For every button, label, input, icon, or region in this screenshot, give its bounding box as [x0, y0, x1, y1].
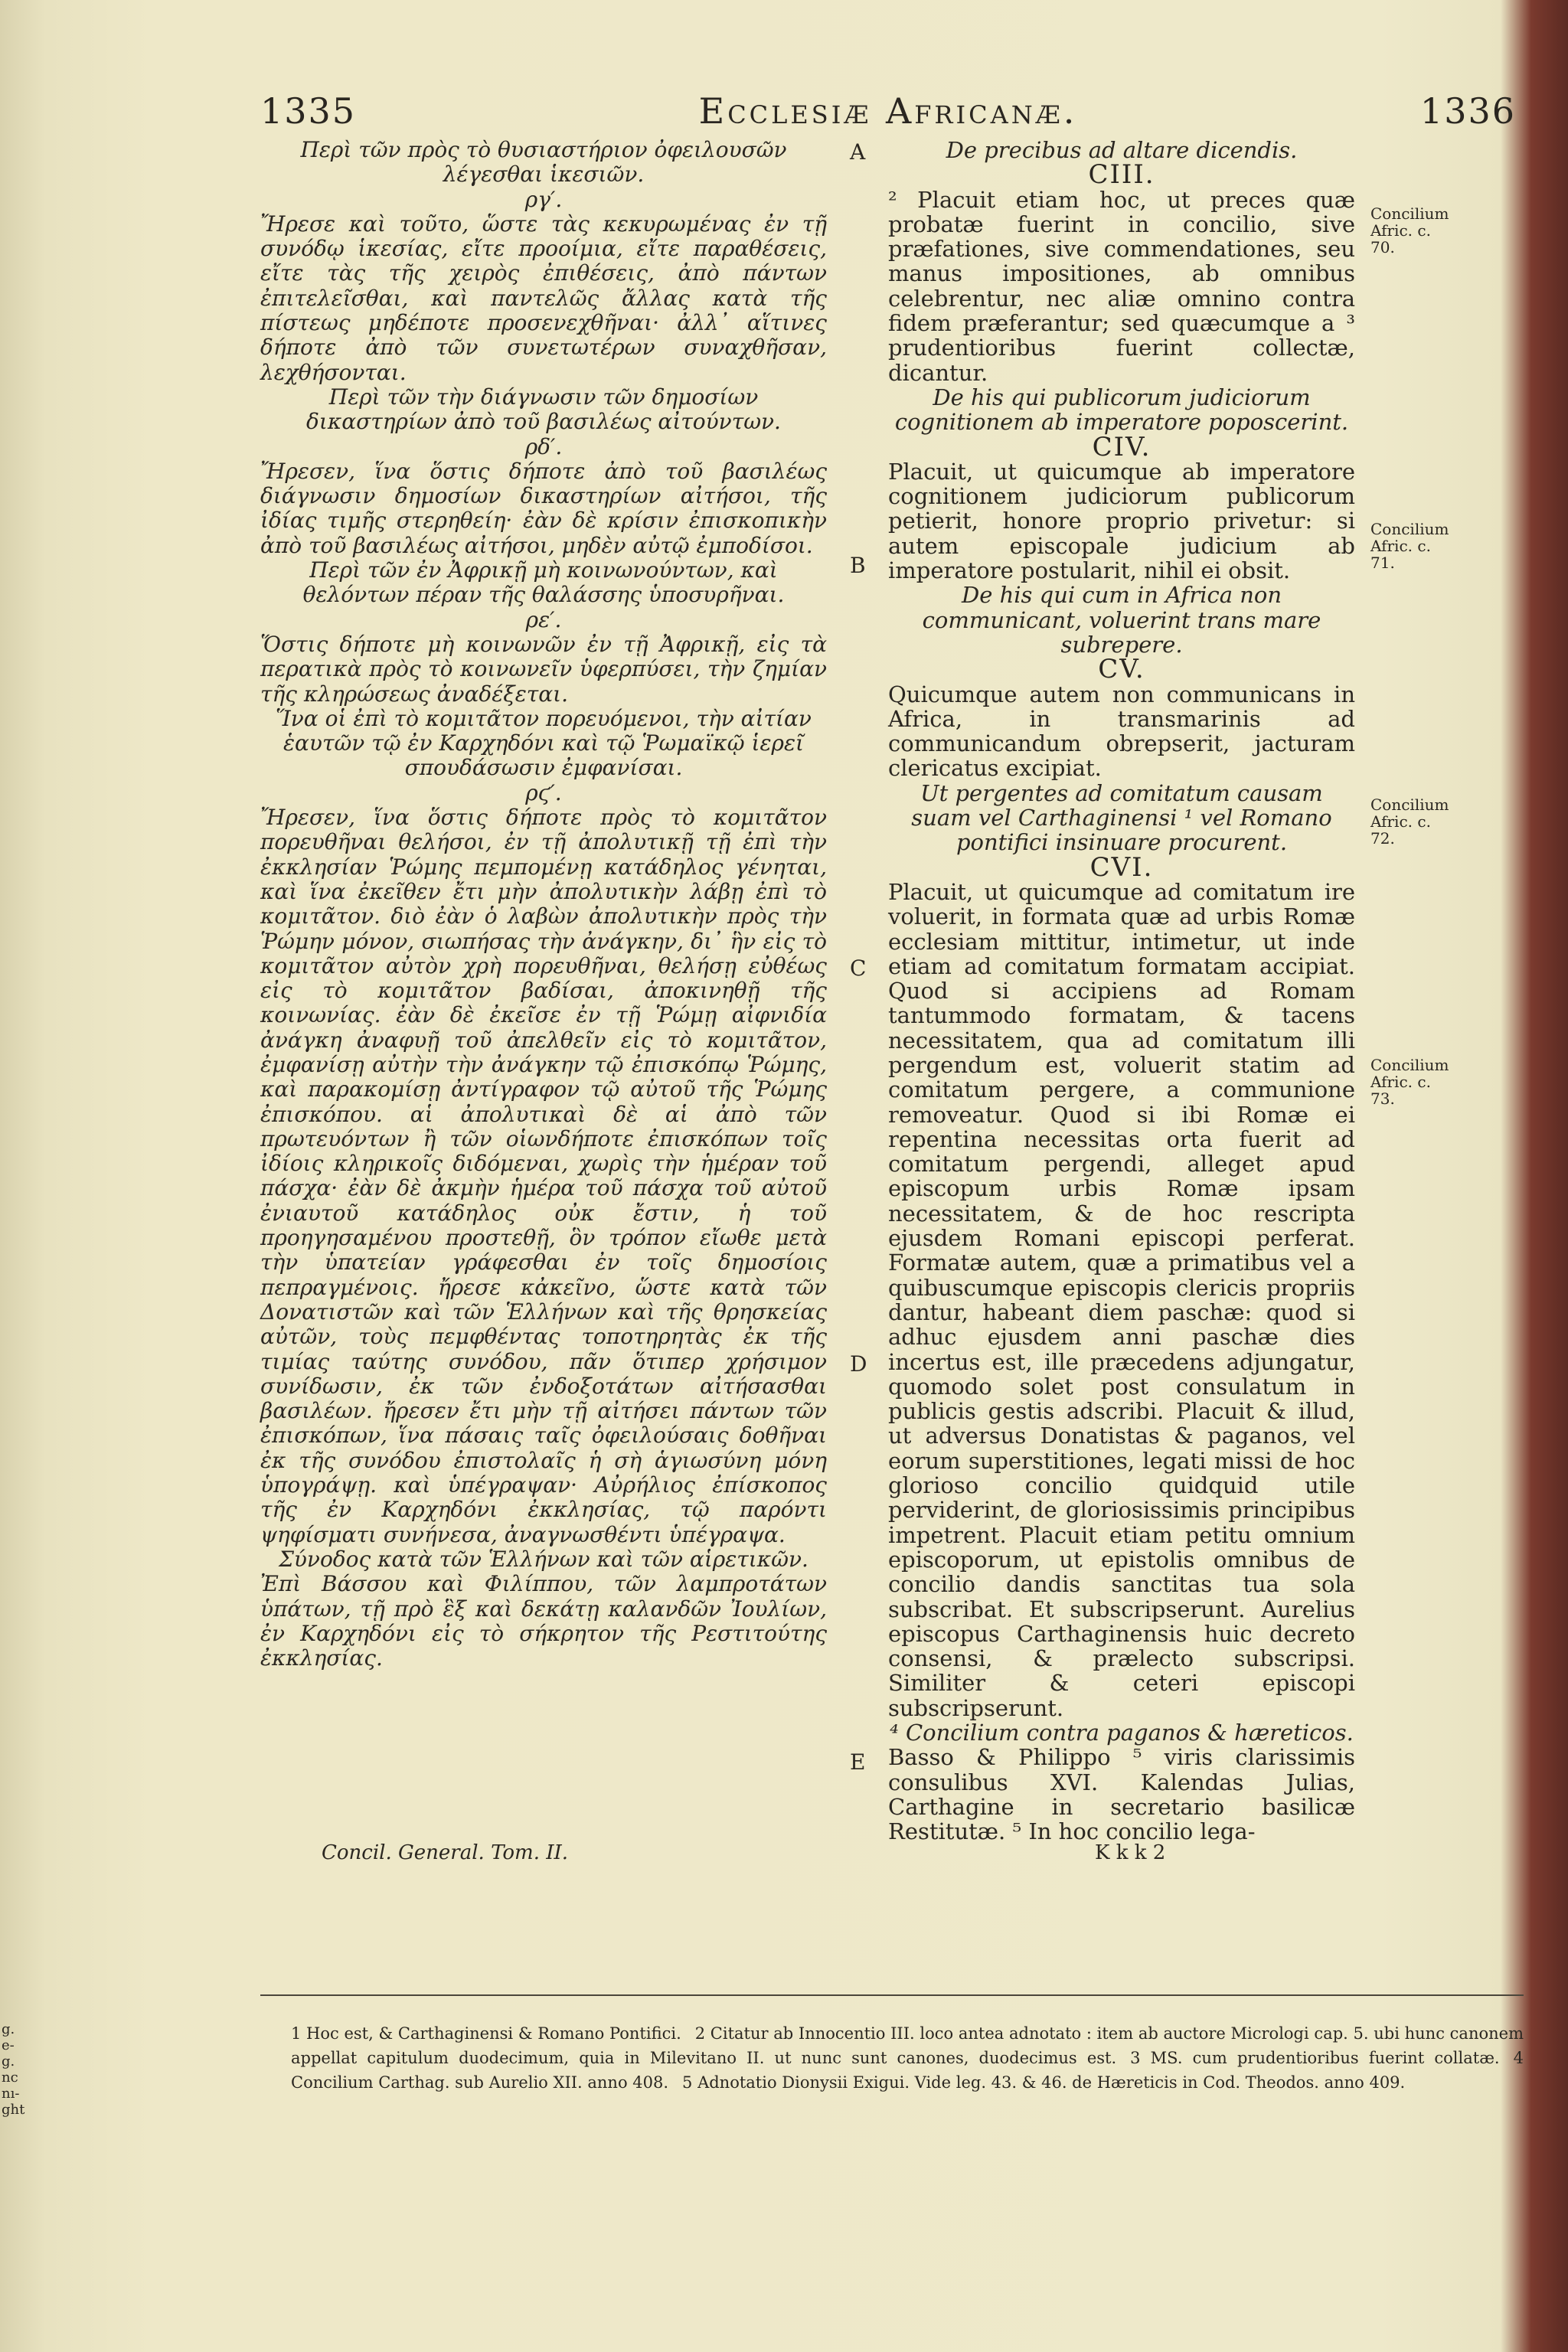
- edge-fragment-5: ght: [2, 2102, 25, 2118]
- greek-paragraph-2: Ἤρεσε καὶ τοῦτο, ὥστε τὰς κεκυρωμένας ἐν τῇ συνόδῳ ἱκεσίας, εἴτε προοίμια, εἴτε παραθέσεις, εἴτε τὰς τῆς χειρὸς ἐπιθέσεις, ἀπὸ πάντων ἐπιτελεῖσθαι, καὶ παντελῶς ἄλλας κατὰ τῆς πίστεως μηδέποτε προσενεχθῆναι· ἀλλ᾽ αἵτινες δήποτε ἀπὸ τῶν συνετωτέρων συναχθῆσαν, λεχθήσονται.: [260, 211, 827, 385]
- footnote-5: 5 Adnotatio Dionysii Exigui. Vide leg. 43. & 46. de Hæreticis in Cod. Theodos. anno 409.: [682, 2073, 1406, 2092]
- footnote-4: 4 Concilium Carthag. sub Aurelio XII. anno 408.: [291, 2049, 1524, 2092]
- signature-mark-left: Concil. General. Tom. II.: [322, 1841, 569, 1864]
- greek-paragraph-9: Ἵνα οἱ ἐπὶ τὸ κομιτᾶτον πορευόμενοι, τὴν αἰτίαν ἑαυτῶν τῷ ἐν Καρχηδόνι καὶ τῷ Ῥωμαϊκῷ ἱερεῖ σπουδάσωσιν ἐμφανίσαι.: [276, 705, 812, 781]
- latin-paragraph-9: Ut pergentes ad comitatum causam suam vel Carthaginensi ¹ vel Romano pontifici insinuare procurent.: [911, 779, 1332, 856]
- margin-letter-c: C: [850, 956, 867, 981]
- latin-paragraph-6: De his qui cum in Africa non communicant, voluerint trans mare subrepere.: [922, 582, 1321, 658]
- edge-fragment-1: e-: [2, 2037, 15, 2053]
- edge-fragment-2: g.: [2, 2053, 15, 2069]
- edge-fragment-0: g.: [2, 2021, 15, 2037]
- latin-column: [888, 138, 1355, 1844]
- latin-paragraph-4: CIV.: [1092, 431, 1152, 462]
- footnote-rule: [260, 1994, 1524, 1996]
- margin-letter-d: D: [850, 1351, 867, 1377]
- latin-paragraph-1: CIII.: [1088, 159, 1155, 191]
- greek-paragraph-5: Ἤρεσεν, ἵνα ὅστις δήποτε ἀπὸ τοῦ βασιλέως διάγνωσιν δημοσίων δικαστηρίων αἰτήσοι, τῆς ἰδίας τιμῆς στερηθείη· ἐὰν δὲ κρίσιν ἐπισκοπικὴν ἀπὸ τοῦ βασιλέως αἰτήσοι, μηδὲν αὐτῷ ἐμποδίσοι.: [260, 458, 827, 558]
- margin-note-c71: Concilium Afric. c. 71.: [1370, 520, 1449, 572]
- greek-paragraph-0: Περὶ τῶν πρὸς τὸ θυσιαστήριον ὀφειλουσῶν λέγεσθαι ἱκεσιῶν.: [300, 137, 787, 188]
- latin-paragraph-5: Placuit, ut quicumque ab imperatore cognitionem judiciorum publicorum petierit, honore proprio privetur: si autem episcopale judicium ab imperatore postularit, nihil ei obsit.: [888, 458, 1355, 584]
- page-number-left: 1335: [260, 90, 357, 132]
- edge-fragment-4: nı-: [2, 2086, 20, 2102]
- greek-paragraph-1: ργ′.: [524, 186, 563, 212]
- latin-paragraph-13: Basso & Philippo ⁵ viris clarissimis consulibus XVI. Kalendas Julias, Carthagine in secretario basilicæ Restitutæ. ⁵ In hoc concilio lega-: [888, 1744, 1355, 1845]
- latin-paragraph-12: ⁴ Concilium contra paganos & hæreticos.: [890, 1720, 1354, 1746]
- footnote-2: 2 Citatur ab Innocentio III. loco antea adnotato : item ab auctore Micrologi cap. 5. ubi hunc canonem appellat capitulum duodecimum, quia in Milevitano II. ut nunc sunt canones, duodecimus est.: [291, 2024, 1524, 2067]
- latin-paragraph-11: Placuit, ut quicumque ad comitatum ire voluerit, in formata quæ ad urbis Romæ ecclesiam mittitur, intimetur, ut inde etiam ad comitatum formatam accipiat. Quod si accipiens ad Romam tantummodo formatam, & tacens necessitatem, qua ad comitatum illi pergendum est, voluerit statim ad comitatum pergere, a communione removeatur. Quod si ibi Romæ ei repentina necessitas orta fuerit ad comitatum pergendi, alleget apud episcopum urbis Romæ ipsam necessitatem, & de hoc rescripta ejusdem Romani episcopi perferat. Formatæ autem, quæ a primatibus vel a quibuscumque episcopis clericis propriis dantur, habeant diem paschæ: quod si adhuc ejusdem anni paschæ dies incertus est, ille præcedens adjungatur, quomodo solet post consulatum in publicis gestis adscribi. Placuit & illud, ut adversus Donatistas & paganos, vel eorum superstitiones, legati missi de hoc glorioso concilio quidquid utile perviderint, de gloriosissimis principibus impetrent. Placuit etiam petitu omnium episcoporum, ut epistolis omnibus de concilio dandis sanctitas tua sola subscribat. Et subscripserunt. Aurelius episcopus Carthaginensis huic decreto consensi, & prælecto subscripsi. Similiter & ceteri episcopi subscripserunt.: [888, 878, 1355, 1721]
- latin-paragraph-7: CV.: [1098, 654, 1145, 685]
- margin-letter-e: E: [850, 1749, 866, 1775]
- margin-letter-b: B: [850, 553, 866, 578]
- greek-paragraph-8: Ὅστις δήποτε μὴ κοινωνῶν ἐν τῇ Ἀφρικῇ, εἰς τὰ περατικὰ πρὸς τὸ κοινωνεῖν ὑφερπύσει, τὴν ζημίαν τῆς κληρώσεως ἀναδέξεται.: [260, 631, 827, 707]
- greek-column: [260, 138, 827, 1671]
- greek-paragraph-3: Περὶ τῶν τὴν διάγνωσιν τῶν δημοσίων δικαστηρίων ἀπὸ τοῦ βασιλέως αἰτούντων.: [306, 384, 781, 435]
- footnotes: [291, 2021, 1524, 2095]
- greek-paragraph-13: Ἐπὶ Βάσσου καὶ Φιλίππου, τῶν λαμπροτάτων ὑπάτων, τῇ πρὸ ἓξ καὶ δεκάτῃ καλανδῶν Ἰουλίων, ἐν Καρχηδόνι εἰς τὸ σήκρητον τῆς Ρεστιτούτης ἐκκλησίας.: [260, 1571, 827, 1671]
- latin-paragraph-10: CVI.: [1089, 851, 1154, 883]
- signature-mark-right: K k k 2: [1095, 1841, 1166, 1864]
- greek-paragraph-12: Σύνοδος κατὰ τῶν Ἑλλήνων καὶ τῶν αἱρετικῶν.: [279, 1546, 808, 1572]
- margin-letter-a: A: [850, 139, 866, 165]
- latin-paragraph-2: ² Placuit etiam hoc, ut preces quæ probatæ fuerint in concilio, sive præfationes, sive commendationes, seu manus impositiones, ab omnibus celebrentur, nec aliæ omnino contra fidem præferantur; sed quæcumque a ³ prudentioribus fuerint collectæ, dicantur.: [888, 186, 1355, 386]
- edge-fragment-3: nc: [2, 2069, 18, 2086]
- facing-page-edge: [2, 2021, 24, 2118]
- margin-note-c73: Concilium Afric. c. 73.: [1370, 1056, 1449, 1108]
- latin-paragraph-8: Quicumque autem non communicans in Africa, in transmarinis ad communicandum obrepserit, jacturam clericatus excipiat.: [888, 681, 1355, 782]
- greek-paragraph-4: ρδ′.: [524, 433, 563, 459]
- running-header: [260, 90, 1516, 144]
- page-number-right: 1336: [1419, 90, 1516, 132]
- margin-note-c70: Concilium Afric. c. 70.: [1370, 204, 1449, 256]
- footnote-1: 1 Hoc est, & Carthaginensi & Romano Pontifici.: [291, 2024, 681, 2043]
- footnote-3: 3 MS. cum prudentioribus fuerint collatæ.: [1130, 2049, 1500, 2067]
- greek-paragraph-6: Περὶ τῶν ἐν Ἀφρικῇ μὴ κοινωνούντων, καὶ θελόντων πέραν τῆς θαλάσσης ὑποσυρῆναι.: [302, 557, 785, 608]
- running-title: Ecclesiæ Africanæ.: [698, 90, 1078, 132]
- greek-paragraph-7: ρε′.: [525, 606, 562, 632]
- greek-paragraph-10: ρϛ′.: [525, 779, 562, 805]
- margin-note-c72: Concilium Afric. c. 72.: [1370, 795, 1449, 848]
- latin-paragraph-3: De his qui publicorum judiciorum cognitionem ab imperatore poposcerint.: [894, 384, 1349, 436]
- latin-paragraph-0: De precibus ad altare dicendis.: [946, 137, 1298, 163]
- greek-paragraph-11: Ἤρεσεν, ἵνα ὅστις δήποτε πρὸς τὸ κομιτᾶτον πορευθῆναι θελήσοι, ἐν τῇ ἀπολυτικῇ τῇ ἐπὶ τὴν ἐκκλησίαν Ῥώμης πεμπομένῃ κατάδηλος γένηται, καὶ ἵνα ἐκεῖθεν ἔτι μὴν ἀπολυτικὴν λάβῃ ἐπὶ τὸ κομιτᾶτον. διὸ ἐὰν ὁ λαβὼν ἀπολυτικὴν πρὸς τὴν Ῥώμην μόνον, σιωπήσας τὴν ἀνάγκην, δι᾽ ἣν εἰς τὸ κομιτᾶτον αὐτὸν χρὴ πορευθῆναι, θελήσῃ εὐθέως εἰς τὸ κομιτᾶτον βαδίσαι, ἀποκινηθῇ τῆς κοινωνίας. ἐὰν δὲ ἐκεῖσε ἐν τῇ Ῥώμῃ αἰφνιδία ἀνάγκη ἀναφυῇ τοῦ ἀπελθεῖν εἰς τὸ κομιτᾶτον, ἐμφανίσῃ αὐτὴν τὴν ἀνάγκην τῷ ἐπισκόπῳ Ῥώμης, καὶ παρακομίσῃ ἀντίγραφον τῷ αὐτοῦ τῆς Ῥώμης ἐπισκόπου. αἱ ἀπολυτικαὶ δὲ αἱ ἀπὸ τῶν πρωτευόντων ἢ τῶν οἱωνδήποτε ἐπισκόπων τοῖς ἰδίοις κληρικοῖς διδόμεναι, χωρὶς τὴν ἡμέραν τοῦ πάσχα· ἐὰν δὲ ἀκμὴν ἡμέρα τοῦ πάσχα τοῦ αὐτοῦ ἐνιαυτοῦ κατάδηλος οὐκ ἔστιν, ἡ τοῦ προηγησαμένου προστεθῇ, ὃν τρόπον εἴωθε μετὰ τὴν ὑπατείαν γράφεσθαι ἐν τοῖς δημοσίοις πεπραγμένοις. ἤρεσε κἀκεῖνο, ὥστε κατὰ τῶν Δονατιστῶν καὶ τῶν Ἑλλήνων καὶ τῆς θρησκείας αὐτῶν, τοὺς πεμφθέντας τοποτηρητὰς ἐκ τῆς τιμίας ταύτης συνόδου, πᾶν ὅτιπερ χρήσιμον συνίδωσιν, ἐκ τῶν ἐνδοξοτάτων αἰτήσασθαι βασιλέων. ἤρεσεν ἔτι μὴν τῇ αἰτήσει πάντων τῶν ἐπισκόπων, ἵνα πάσαις ταῖς ὀφειλούσαις δοθῆναι ἐκ τῆς συνόδου ἐπιστολαῖς ἡ σὴ ἁγιωσύνη μόνη ὑπογράψῃ. καὶ ὑπέγραψαν· Αὐρήλιος ἐπίσκοπος τῆς ἐν Καρχηδόνι ἐκκλησίας, τῷ παρόντι ψηφίσματι συνήνεσα, ἀναγνωσθέντι ὑπέγραψα.: [260, 805, 827, 1547]
